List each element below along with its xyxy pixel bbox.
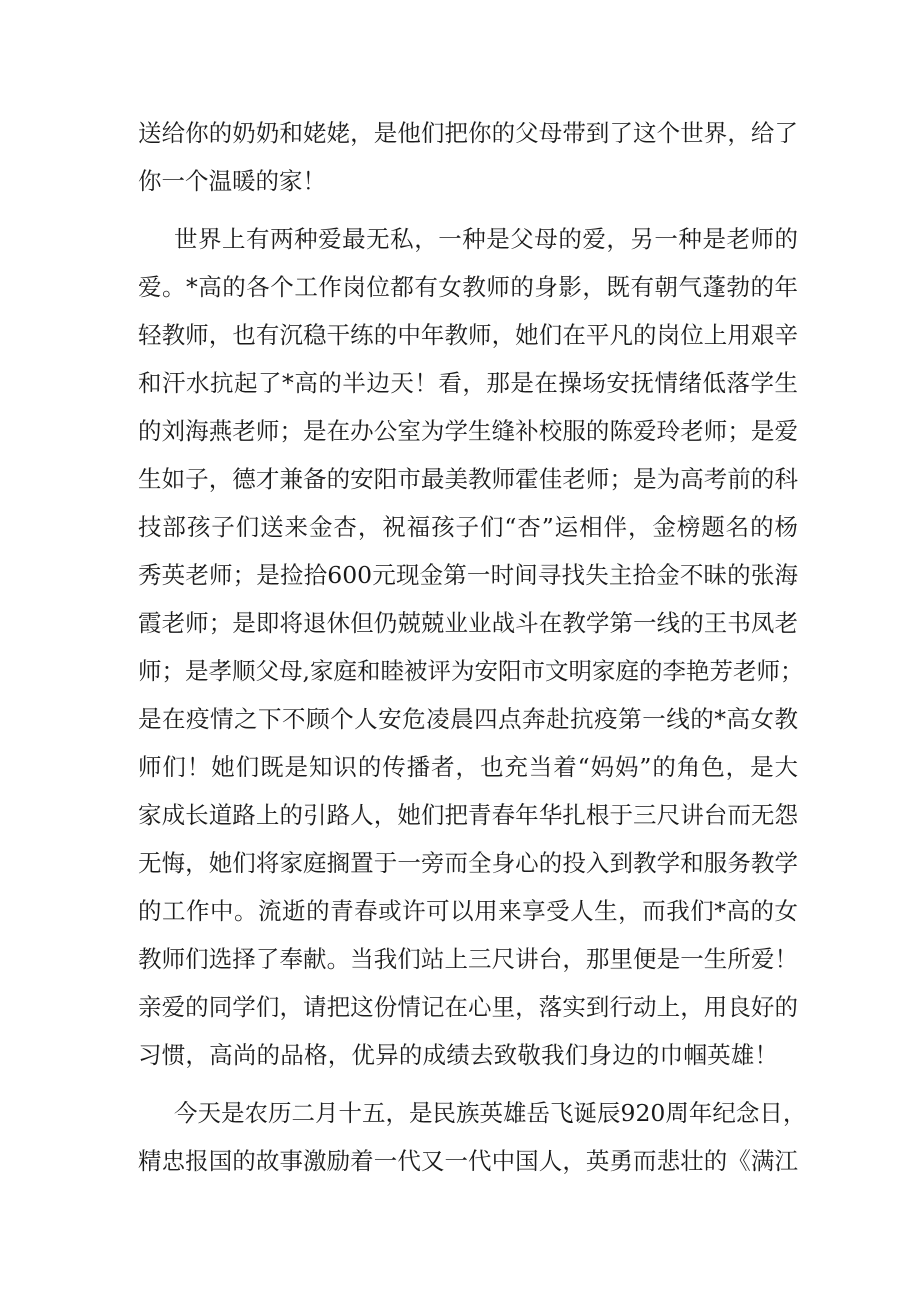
text-line: 家成长道路上的引路人，她们把青春年华扎根于三尺讲台而无怨 (138, 801, 798, 829)
text-line: 生如子，德才兼备的安阳市最美教师霍佳老师；是为高考前的科 (138, 465, 798, 493)
text-line: 师；是孝顺父母,家庭和睦被评为安阳市文明家庭的李艳芳老师； (138, 657, 804, 685)
text-line: 送给你的奶奶和姥姥，是他们把你的父母带到了这个世界，给了 (138, 119, 798, 147)
text-line: 技部孩子们送来金杏，祝福孩子们“杏”运相伴，金榜题名的杨 (138, 513, 798, 541)
text-line: 亲爱的同学们，请把这份情记在心里，落实到行动上，用良好的 (138, 993, 798, 1021)
text-line: 今天是农历二月十五，是民族英雄岳飞诞辰920周年纪念日， (174, 1099, 807, 1127)
text-line: 习惯，高尚的品格，优异的成绩去致敬我们身边的巾帼英雄！ (138, 1041, 778, 1069)
text-line: 和汗水抗起了*高的半边天！看，那是在操场安抚情绪低落学生 (138, 369, 798, 397)
text-line: 无悔，她们将家庭搁置于一旁而全身心的投入到教学和服务教学 (138, 849, 798, 877)
text-line: 你一个温暖的家！ (138, 167, 326, 195)
text-line: 世界上有两种爱最无私，一种是父母的爱，另一种是老师的 (174, 225, 798, 253)
text-line: 是在疫情之下不顾个人安危凌晨四点奔赴抗疫第一线的*高女教 (138, 705, 798, 733)
text-line: 轻教师，也有沉稳干练的中年教师，她们在平凡的岗位上用艰辛 (138, 321, 798, 349)
text-line: 教师们选择了奉献。当我们站上三尺讲台，那里便是一生所爱！ (138, 945, 798, 973)
text-line: 秀英老师；是捡拾600元现金第一时间寻找失主拾金不昧的张海 (138, 561, 798, 589)
text-line: 爱。*高的各个工作岗位都有女教师的身影，既有朝气蓬勃的年 (138, 273, 798, 301)
text-line: 的刘海燕老师；是在办公室为学生缝补校服的陈爱玲老师；是爱 (138, 417, 798, 445)
text-line: 的工作中。流逝的青春或许可以用来享受人生，而我们*高的女 (138, 897, 798, 925)
text-line: 师们！她们既是知识的传播者，也充当着“妈妈”的角色，是大 (138, 753, 798, 781)
text-line: 霞老师；是即将退休但仍兢兢业业战斗在教学第一线的王书凤老 (138, 609, 798, 637)
text-line: 精忠报国的故事激励着一代又一代中国人，英勇而悲壮的《满江 (138, 1147, 798, 1175)
